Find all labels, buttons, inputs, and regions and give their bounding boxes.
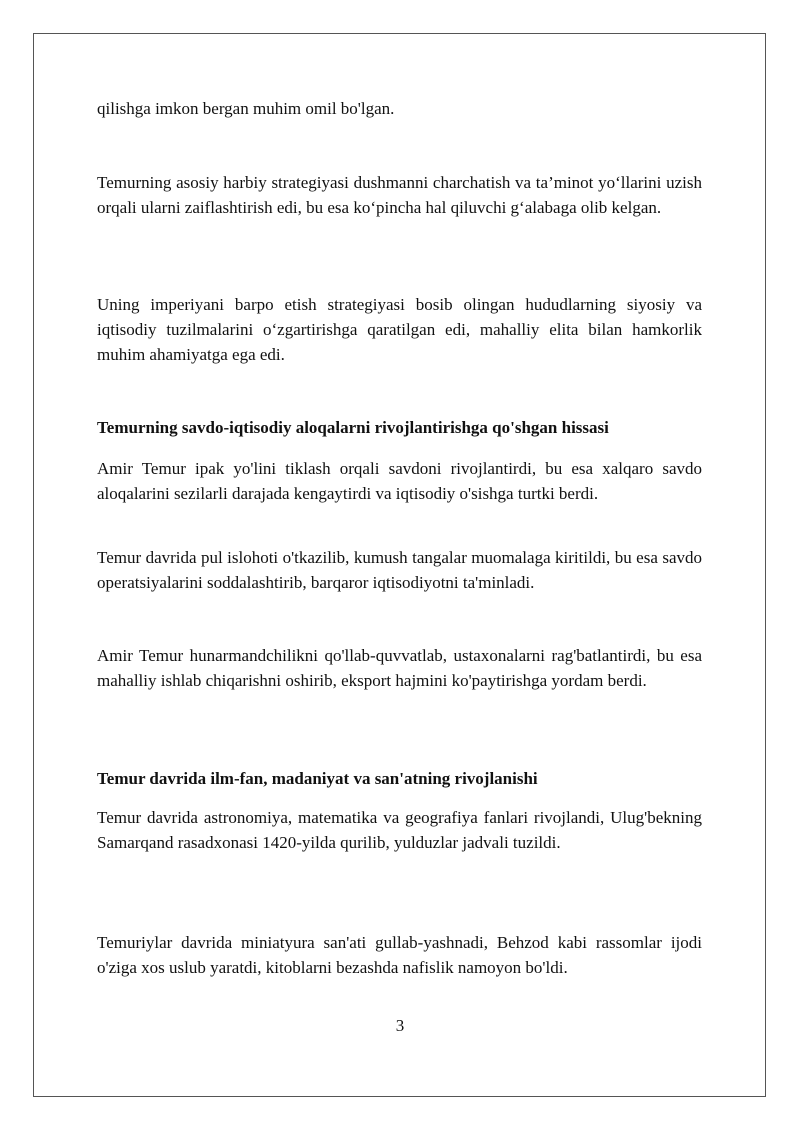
paragraph-sciences: Temur davrida astronomiya, matematika va geografiya fanlari rivojlandi, Ulug'bekning Samarqand rasadxonasi 1420-yilda qurilib, yulduzlar jadvali tuzildi. xyxy=(97,808,702,852)
paragraph-crafts: Amir Temur hunarmandchilikni qo'llab-quvvatlab, ustaxonalarni rag'batlantirdi, bu esa mahalliy ishlab chiqarishni oshirib, eksport hajmini ko'paytirishga yordam berdi. xyxy=(97,646,702,690)
page-number: 3 xyxy=(395,1016,405,1035)
paragraph-empire-strategy: Uning imperiyani barpo etish strategiyasi bosib olingan hududlarning siyosiy va iqtisodiy tuzilmalarini o‘zgartirishga qaratilgan edi, mahalliy elita bilan hamkorlik muhim ahamiyatga ega edi. xyxy=(97,295,702,364)
section-heading-science: Temur davrida ilm-fan, madaniyat va san'atning rivojlanishi xyxy=(97,769,538,788)
section-heading-trade: Temurning savdo-iqtisodiy aloqalarni rivojlantirishga qo'shgan hissasi xyxy=(97,418,609,437)
paragraph-continuation: qilishga imkon bergan muhim omil bo'lgan. xyxy=(97,99,395,118)
paragraph-miniature-art: Temuriylar davrida miniatyura san'ati gullab-yashnadi, Behzod kabi rassomlar ijodi o'ziga xos uslub yaratdi, kitoblarni bezashda nafislik namoyon bo'ldi. xyxy=(97,933,702,977)
paragraph-military-strategy: Temurning asosiy harbiy strategiyasi dushmanni charchatish va ta’minot yo‘llarini uzish orqali ularni zaiflashtirish edi, bu esa ko‘pincha hal qiluvchi g‘alabaga olib kelgan. xyxy=(97,173,702,217)
paragraph-monetary-reform: Temur davrida pul islohoti o'tkazilib, kumush tangalar muomalaga kiritildi, bu esa savdo operatsiyalarini soddalashtirib, barqaror iqtisodiyotni ta'minladi. xyxy=(97,548,702,592)
paragraph-silk-road: Amir Temur ipak yo'lini tiklash orqali savdoni rivojlantirdi, bu esa xalqaro savdo aloqalarini sezilarli darajada kengaytirdi va iqtisodiy o'sishga turtki berdi. xyxy=(97,459,702,503)
